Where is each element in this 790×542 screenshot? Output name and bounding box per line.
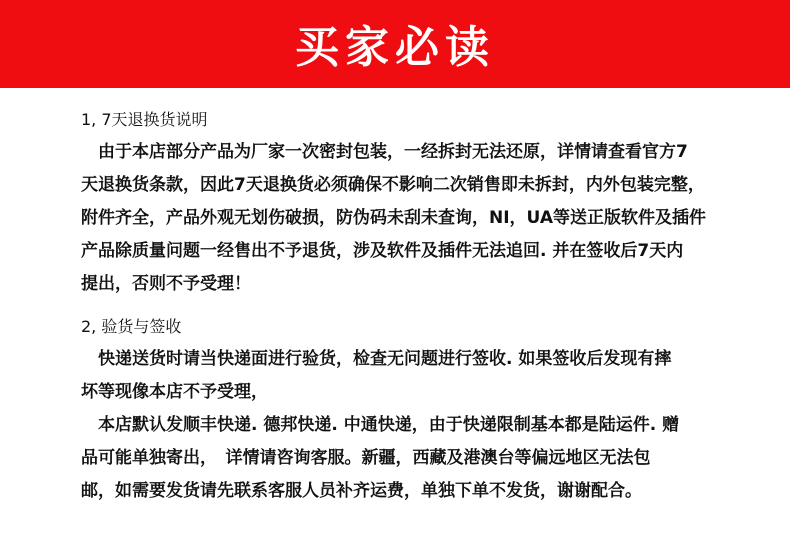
text-line: 产品除质量问题一经售出不予退货，涉及软件及插件无法追回. 并在签收后7天内 xyxy=(81,241,684,261)
text-line: 本店默认发顺丰快递. 德邦快递. 中通快递，由于快递限制基本都是陆运件. 赠 xyxy=(81,415,680,435)
text-line: 附件齐全，产品外观无划伤破损，防伪码未刮未查询，NI，UA等送正版软件及插件 xyxy=(81,208,706,228)
section-heading-inspection: 2, 验货与签收 xyxy=(81,317,182,336)
text-line: 快递送货时请当快递面进行验货，检查无问题进行签收. 如果签收后发现有摔 xyxy=(81,349,672,369)
section-heading-return-policy: 1, 7天退换货说明 xyxy=(81,110,208,129)
text-line: 提出，否则不予受理！ xyxy=(81,274,251,294)
text-line: 坏等现像本店不予受理， xyxy=(81,382,268,402)
header-banner xyxy=(0,0,790,88)
paragraph-return-policy xyxy=(81,136,741,301)
paragraph-inspection xyxy=(81,343,741,409)
text-line: 邮，如需要发货请先联系客服人员补齐运费，单独下单不发货，谢谢配合。 xyxy=(81,481,642,501)
text-line: 天退换货条款，因此7天退换货必须确保不影响二次销售即未拆封，内外包装完整， xyxy=(81,175,705,195)
page-title: 买家必读 xyxy=(295,22,495,73)
paragraph-shipping xyxy=(81,409,741,508)
text-line: 品可能单独寄出， 详情请咨询客服。新疆，西藏及港澳台等偏远地区无法包 xyxy=(81,448,651,468)
text-line: 由于本店部分产品为厂家一次密封包装，一经拆封无法还原，详情请查看官方7 xyxy=(81,142,688,162)
